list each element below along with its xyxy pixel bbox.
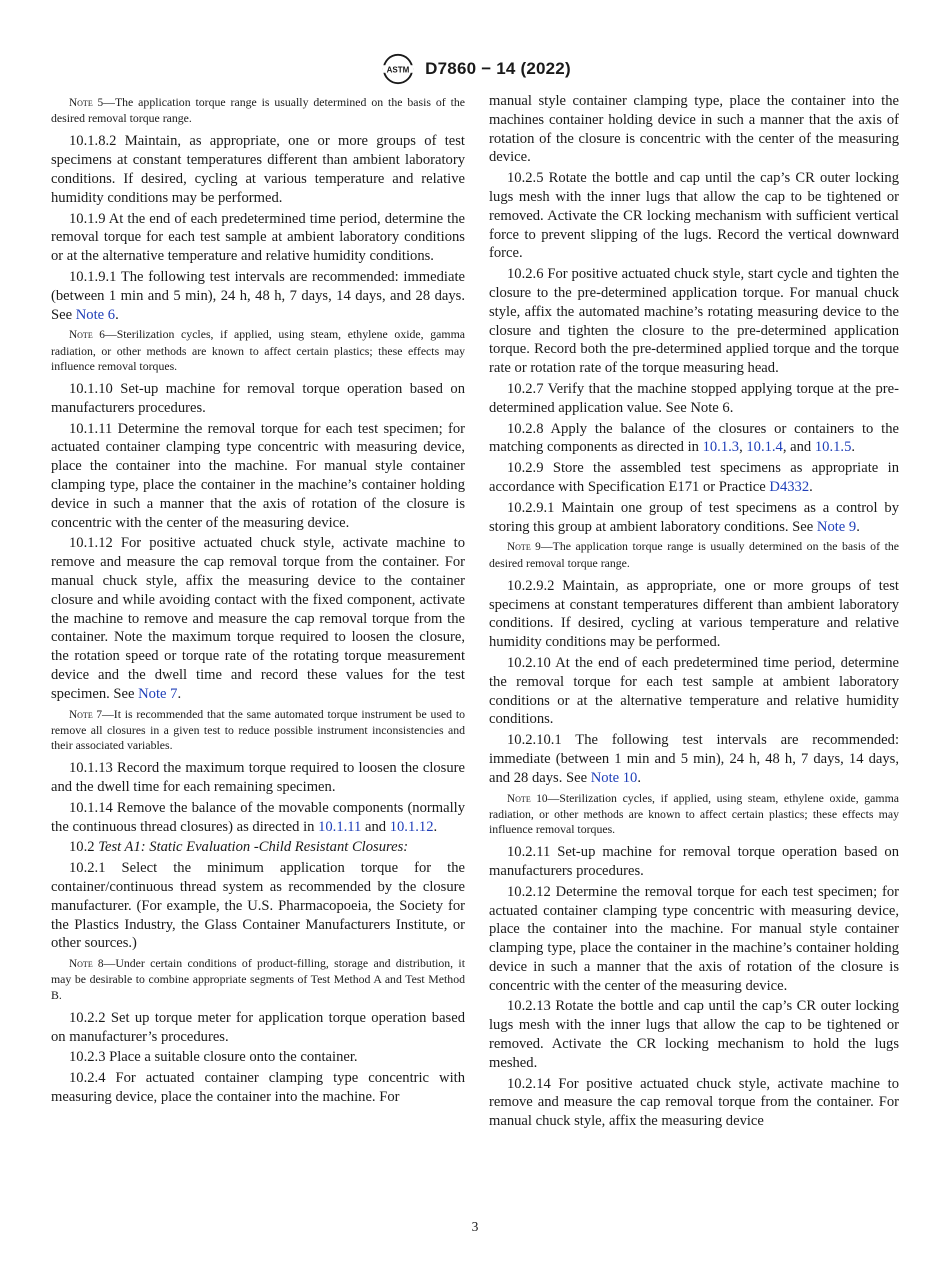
section-10-1-4-link[interactable]: 10.1.4: [746, 439, 783, 456]
note-10: Note 10—Sterilization cycles, if applied, using steam, ethylene oxide, gamma radiation, or other methods are known to affect certain plastics; these effects may influence removal torques.: [489, 790, 899, 836]
para-10-2-9-2: 10.2.9.2 Maintain, as appropriate, one or more groups of test specimens at constant temperatures different than ambient laboratory conditions. If desired, cycling at various temperature and relative humidity conditions may be performed.: [489, 577, 899, 651]
section-10-2-heading: 10.2 Test A1: Static Evaluation -Child Resistant Closures:: [69, 839, 409, 856]
note-9: Note 9—The application torque range is usually determined on the basis of the desired removal torque range.: [489, 539, 899, 570]
para-10-2-11: 10.2.11 Set-up machine for removal torque operation based on manufacturers procedures.: [489, 844, 899, 879]
para-10-1-10: 10.1.10 Set-up machine for removal torque operation based on manufacturers procedures.: [51, 380, 465, 416]
astm-logo-icon: [379, 52, 417, 86]
para-10-2-9: 10.2.9 Store the assembled test specimens as appropriate in accordance with Specification E171 or Practice D4332.: [489, 460, 899, 495]
section-10-1-12-link[interactable]: 10.1.12: [389, 818, 434, 835]
section-10-1-11-link[interactable]: 10.1.11: [318, 818, 362, 835]
para-10-2-2: 10.2.2 Set up torque meter for application torque operation based on manufacturer’s procedures.: [51, 1009, 465, 1045]
note-6-link[interactable]: Note 6: [75, 306, 116, 323]
page-header: [0, 52, 950, 86]
logo-text: ASTM: [386, 65, 410, 75]
note-7-link[interactable]: Note 7: [138, 685, 178, 702]
para-10-2-10: 10.2.10 At the end of each predetermined time period, determine the removal torque for each test sample at ambient laboratory conditions or at the alternative temperature and relative humidity conditions.: [489, 654, 899, 728]
para-10-2-4-continued: manual style container clamping type, place the container into the machines container holding device in such a manner that the axis of rotation of the closure is concentric with the center of the measuring device.: [489, 93, 899, 166]
note-9-link[interactable]: Note 9: [816, 518, 857, 535]
note-8: Note 8—Under certain conditions of product-filling, storage and distribution, it may be desirable to combine appropriate segments of Test Method A and Test Method B.: [51, 956, 465, 1002]
para-10-1-9: 10.1.9 At the end of each predetermined time period, determine the removal torque for each test sample at ambient laboratory conditions or at the alternative temperature and relative humidity conditions.: [51, 210, 465, 265]
para-10-2-1: 10.2.1 Select the minimum application torque for the container/continuous thread system as recommended by the closure manufacturer. (For example, the U.S. Pharmacopoeia, the Society for the Plastics Industry, the Glass Container Manufacturers Institute, or other sources.): [51, 860, 465, 952]
para-10-2-12: 10.2.12 Determine the removal torque for each test specimen; for actuated container clamping type concentric with measuring device, place the container into the machine. For manual style container clamping type, place the container in the machine’s container holding device in such a manner that the axis of rotation of the closure is concentric with the center of the measuring device.: [489, 883, 899, 994]
para-10-2-8: 10.2.8 Apply the balance of the closures or containers to the matching components as directed in 10.1.3, 10.1.4, and 10.1.5.: [489, 420, 899, 456]
document-id: D7860 − 14 (2022): [425, 59, 571, 78]
para-10-1-12: 10.1.12 For positive actuated chuck style, activate machine to remove and measure the cap removal torque from the container. For manual chuck style, affix the measuring device to the container closure and while avoiding contact with the fixed component, activate the machine to remove and measure the cap removal torque from the container. Note the maximum torque required to loosen the closure, the rotation speed or torque rate of the rotating torque measurement device and the dwell time and record these values for the test specimen. See Note 7.: [51, 535, 465, 702]
para-10-1-9-1: 10.1.9.1 The following test intervals are recommended: immediate (between 1 min and 5 min), 24 h, 48 h, 7 days, 14 days, and 28 days. See Note 6.: [51, 268, 465, 323]
right-column: [489, 92, 899, 1133]
para-10-2-6: 10.2.6 For positive actuated chuck style, start cycle and tighten the closure to the pre-determined application torque. For manual chuck style, affix the automated machine’s rotating measuring device to the closure and tighten the closure to the pre-determined application torque. Record both the pre-determined applied torque and the torque rate or rotation rate of the torque measuring head.: [489, 266, 899, 377]
para-10-1-11: 10.1.11 Determine the removal torque for each test specimen; for actuated container clamping type concentric with measuring device, place the container into the machine. For manual style container clamping type, place the container in the machine’s container holding device in such a manner that the axis of rotation of the closure is concentric with the center of the measuring device.: [51, 420, 465, 531]
para-10-2-7: 10.2.7 Verify that the machine stopped applying torque at the pre-determined application value. See Note 6.: [489, 380, 899, 416]
para-10-2-5: 10.2.5 Rotate the bottle and cap until the cap’s CR outer locking lugs mesh with the inner lugs that allow the cap to be tightened or removed. Activate the CR locking mechanism with sufficient vertical force to prevent slipping of the lugs. Record the vertical downward force.: [489, 170, 899, 262]
para-10-2-13: 10.2.13 Rotate the bottle and cap until the cap’s CR outer locking lugs mesh with the inner lugs that allow the cap to be tightened or removed. Activate the CR locking mechanism to hold the lugs meshed.: [489, 998, 899, 1071]
d4332-link[interactable]: D4332: [769, 478, 810, 495]
para-10-2-3: 10.2.3 Place a suitable closure onto the container.: [69, 1049, 358, 1066]
para-10-2-9-1: 10.2.9.1 Maintain one group of test specimens as a control by storing this group at ambient laboratory conditions. See Note 9.: [489, 499, 899, 535]
section-10-1-5-link[interactable]: 10.1.5: [814, 439, 852, 456]
para-10-2-14: 10.2.14 For positive actuated chuck style, activate machine to remove and measure the cap removal torque from the container. For manual chuck style, affix the measuring device: [489, 1075, 899, 1130]
note-5: Note 5—The application torque range is usually determined on the basis of the desired removal torque range.: [51, 95, 465, 126]
para-10-2-4: 10.2.4 For actuated container clamping type concentric with measuring device, place the container into the machine. For: [51, 1070, 465, 1105]
para-10-2-10-1: 10.2.10.1 The following test intervals are recommended: immediate (between 1 min and 5 min), 24 h, 48 h, 7 days, 14 days, and 28 days. See Note 10.: [489, 732, 899, 786]
left-column: [51, 92, 465, 1109]
note-7: Note 7—It is recommended that the same automated torque instrument be used to remove all closures in a given test to reduce possible instrument inconsistencies and their associated variables.: [51, 706, 466, 752]
note-6: Note 6—Sterilization cycles, if applied, using steam, ethylene oxide, gamma radiation, or other methods are known to affect certain plastics; these effects may influence removal torques.: [51, 327, 465, 373]
note-10-link[interactable]: Note 10: [590, 769, 638, 786]
page-number: 3: [471, 1219, 479, 1234]
para-10-1-13: 10.1.13 Record the maximum torque required to loosen the closure and the dwell time for each remaining specimen.: [51, 760, 465, 795]
para-10-1-14: 10.1.14 Remove the balance of the movable components (normally the continuous thread closures) as directed in 10.1.11 and 10.1.12.: [51, 799, 465, 835]
section-10-1-3-link[interactable]: 10.1.3: [702, 439, 740, 456]
para-10-1-8-2: 10.1.8.2 Maintain, as appropriate, one or more groups of test specimens at constant temperatures different than ambient laboratory conditions. If desired, cycling at various temperature and relative humidity conditions may be performed.: [51, 133, 465, 206]
